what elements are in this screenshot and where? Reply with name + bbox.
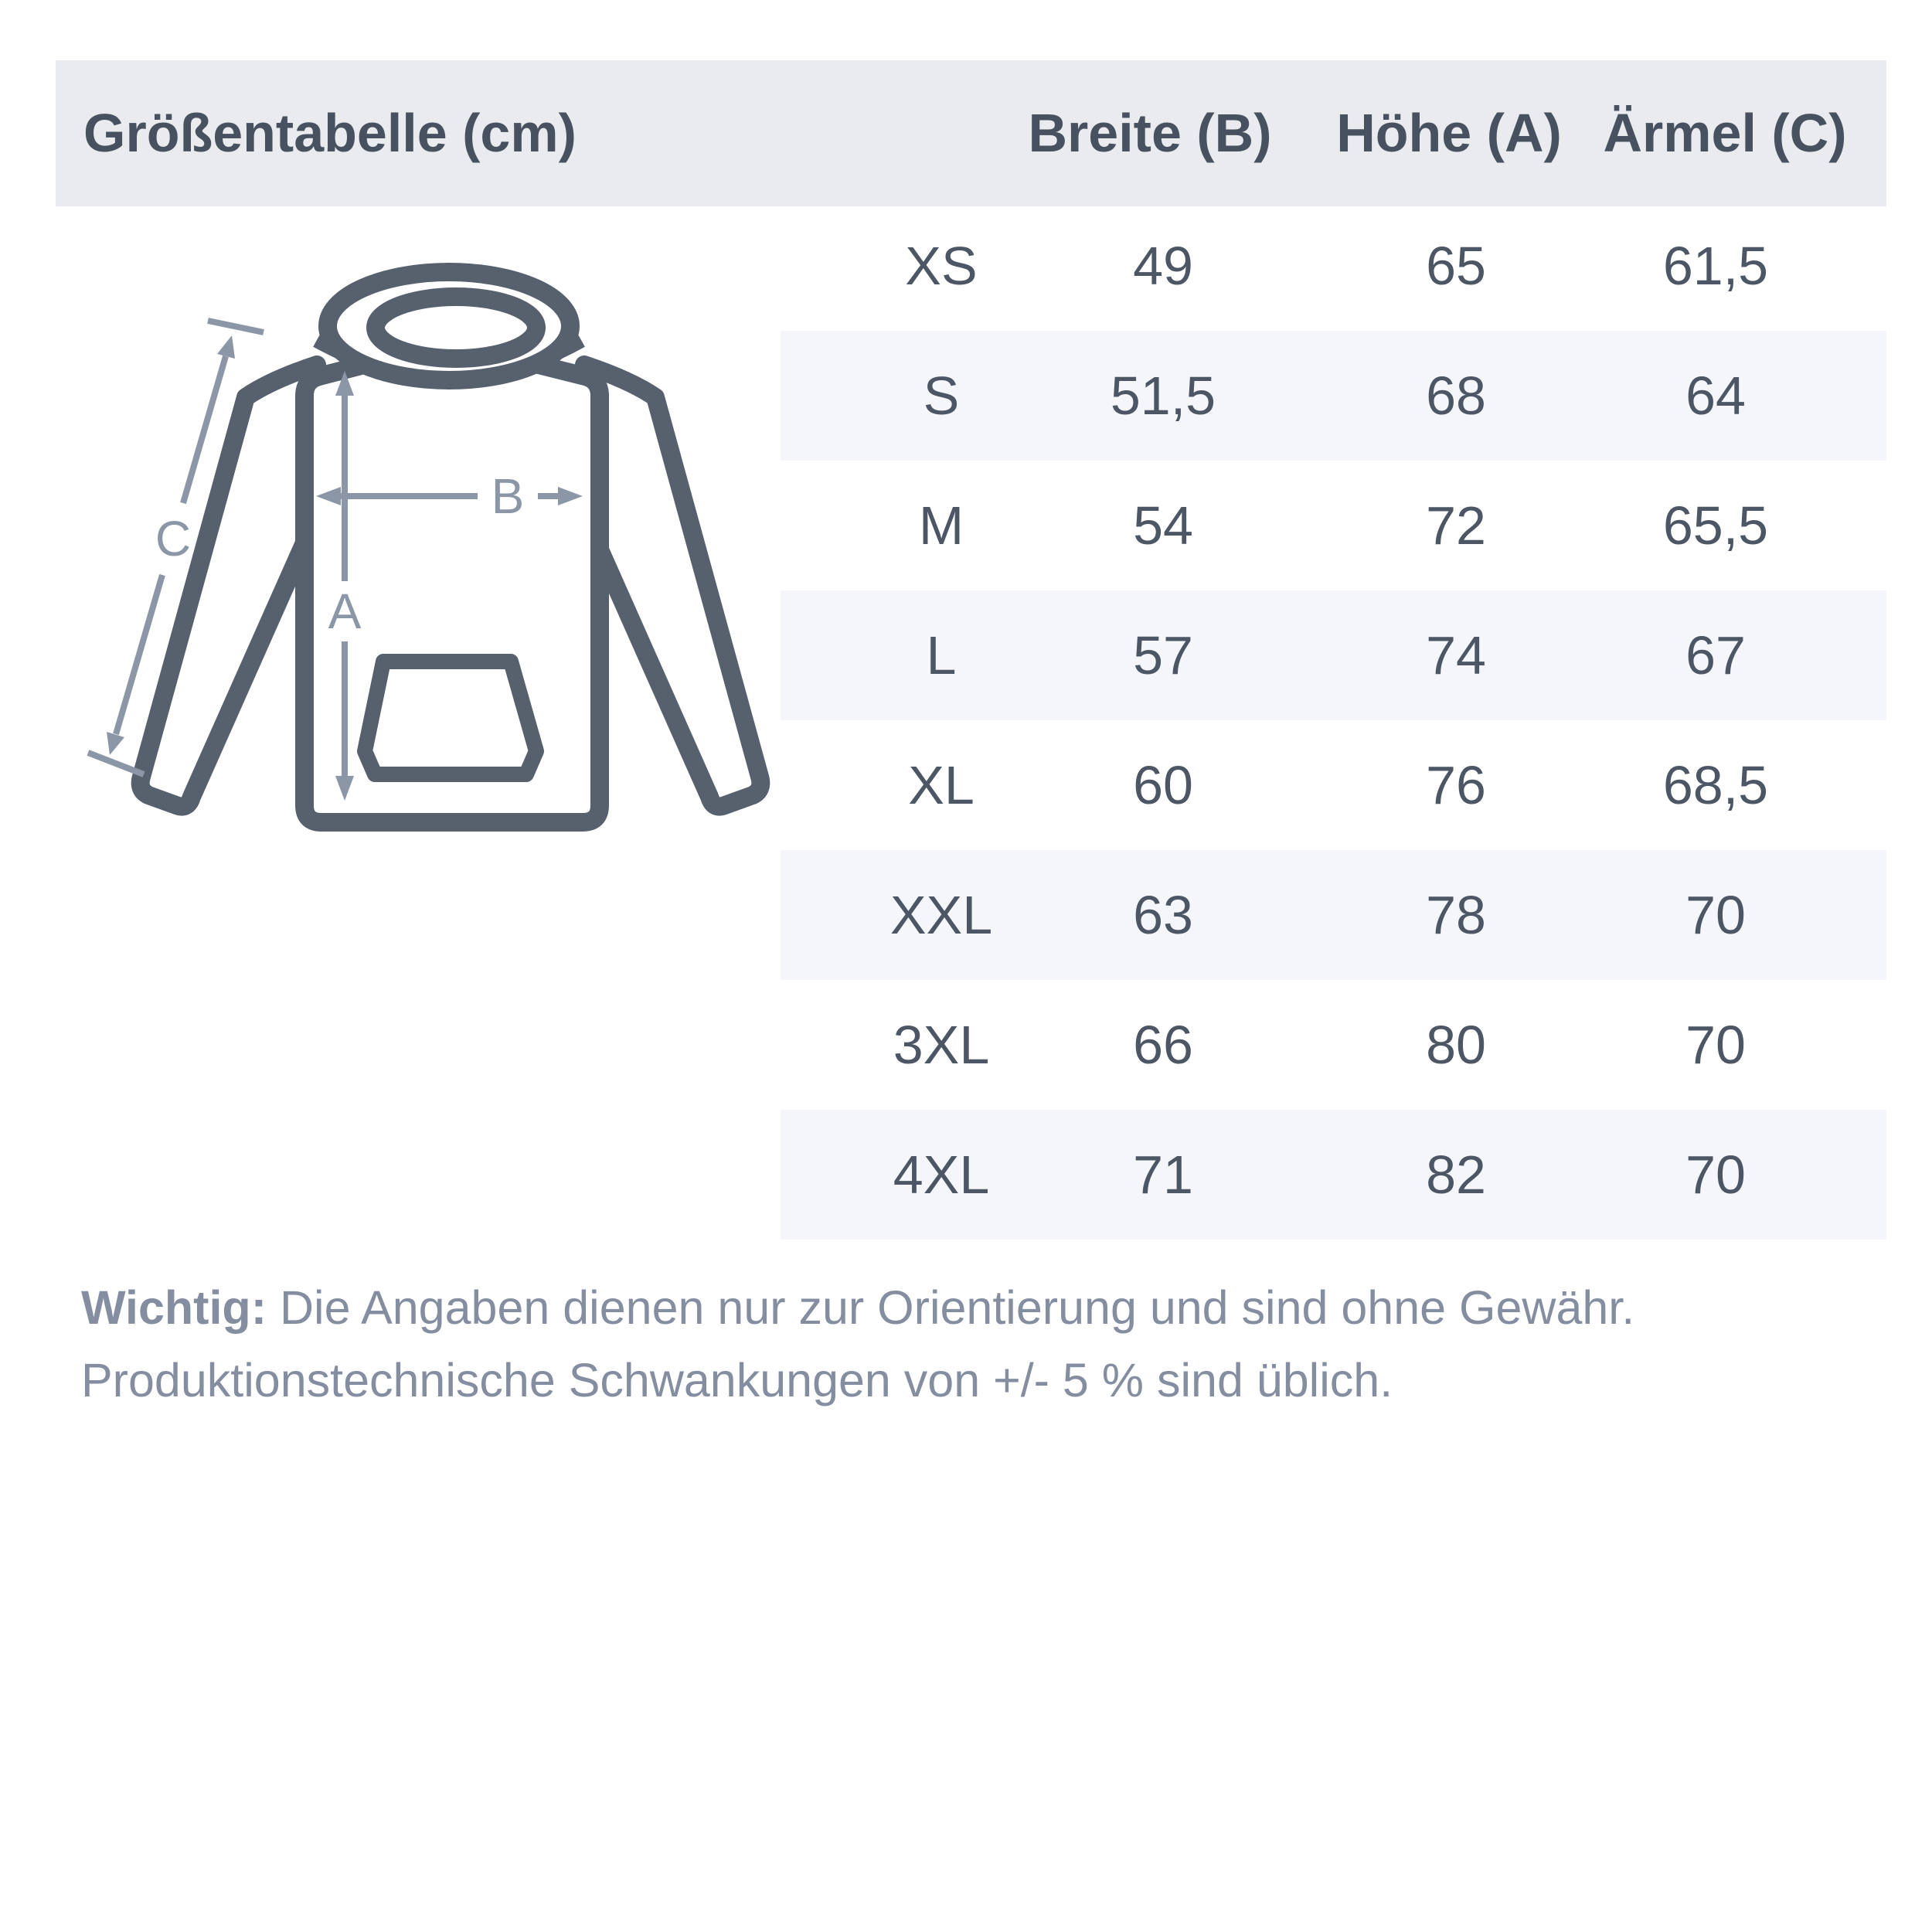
disclaimer-wichtig-label: Wichtig: bbox=[81, 1281, 267, 1334]
size-cell: L bbox=[926, 625, 957, 685]
column-header-breite: Breite (B) bbox=[1028, 103, 1272, 163]
table-row-4xl bbox=[781, 1110, 1886, 1240]
disclaimer-note bbox=[81, 1271, 1874, 1417]
aermel-cell: 67 bbox=[1685, 625, 1746, 685]
breite-cell: 71 bbox=[1133, 1145, 1193, 1205]
size-cell: 4XL bbox=[893, 1145, 990, 1205]
breite-cell: 63 bbox=[1133, 885, 1193, 945]
size-cell: M bbox=[918, 495, 964, 556]
hood-inner-ring-icon bbox=[376, 297, 536, 359]
breite-cell: 57 bbox=[1133, 625, 1193, 685]
hoehe-cell: 78 bbox=[1426, 885, 1486, 945]
size-cell: XS bbox=[905, 236, 978, 296]
hoehe-cell: 72 bbox=[1426, 495, 1486, 556]
disclaimer-line-2: Produktionstechnische Schwankungen von +/- 5 % sind üblich. bbox=[81, 1354, 1393, 1406]
breite-cell: 54 bbox=[1133, 495, 1193, 556]
table-row-s bbox=[781, 331, 1886, 461]
hoehe-cell: 74 bbox=[1426, 625, 1486, 685]
column-header-hoehe: Höhe (A) bbox=[1336, 103, 1562, 163]
hoehe-cell: 68 bbox=[1426, 366, 1486, 426]
disclaimer-text-1: Die Angaben dienen nur zur Orientierung und sind ohne Gewähr. bbox=[267, 1281, 1635, 1334]
size-chart-header bbox=[56, 60, 1886, 206]
table-row-l bbox=[781, 590, 1886, 720]
size-cell: XXL bbox=[889, 885, 993, 945]
hoehe-cell: 76 bbox=[1426, 755, 1486, 815]
aermel-cell: 65,5 bbox=[1662, 495, 1769, 556]
breite-cell: 60 bbox=[1133, 755, 1193, 815]
aermel-cell: 64 bbox=[1685, 366, 1746, 426]
table-row-xs bbox=[781, 201, 1886, 331]
hoodie-measurement-diagram bbox=[62, 232, 804, 974]
breite-cell: 66 bbox=[1133, 1015, 1193, 1075]
hoehe-cell: 82 bbox=[1426, 1145, 1486, 1205]
aermel-cell: 70 bbox=[1685, 885, 1746, 945]
hoodie-left-sleeve-icon bbox=[141, 365, 317, 807]
table-row-3xl bbox=[781, 980, 1886, 1110]
size-cell: XL bbox=[908, 755, 975, 815]
column-header-aermel: Ärmel (C) bbox=[1603, 103, 1847, 163]
page-title: Größentabelle (cm) bbox=[83, 103, 577, 163]
aermel-cell: 68,5 bbox=[1662, 755, 1769, 815]
width-label-b: B bbox=[491, 468, 525, 524]
kangaroo-pocket-icon bbox=[365, 662, 536, 774]
breite-cell: 49 bbox=[1133, 236, 1193, 296]
aermel-cell: 70 bbox=[1685, 1015, 1746, 1075]
table-row-m bbox=[781, 461, 1886, 590]
hoehe-cell: 80 bbox=[1426, 1015, 1486, 1075]
size-table bbox=[781, 201, 1886, 1240]
hoehe-cell: 65 bbox=[1426, 236, 1486, 296]
table-row-xxl bbox=[781, 850, 1886, 980]
sleeve-label-c: C bbox=[155, 511, 192, 566]
height-label-a: A bbox=[328, 583, 362, 639]
aermel-cell: 70 bbox=[1685, 1145, 1746, 1205]
hoodie-right-sleeve-icon bbox=[584, 365, 760, 807]
size-cell: S bbox=[923, 366, 960, 426]
size-cell: 3XL bbox=[893, 1015, 990, 1075]
breite-cell: 51,5 bbox=[1110, 366, 1216, 426]
disclaimer-line-1 bbox=[81, 1271, 1874, 1344]
table-row-xl bbox=[781, 720, 1886, 850]
aermel-cell: 61,5 bbox=[1662, 236, 1769, 296]
